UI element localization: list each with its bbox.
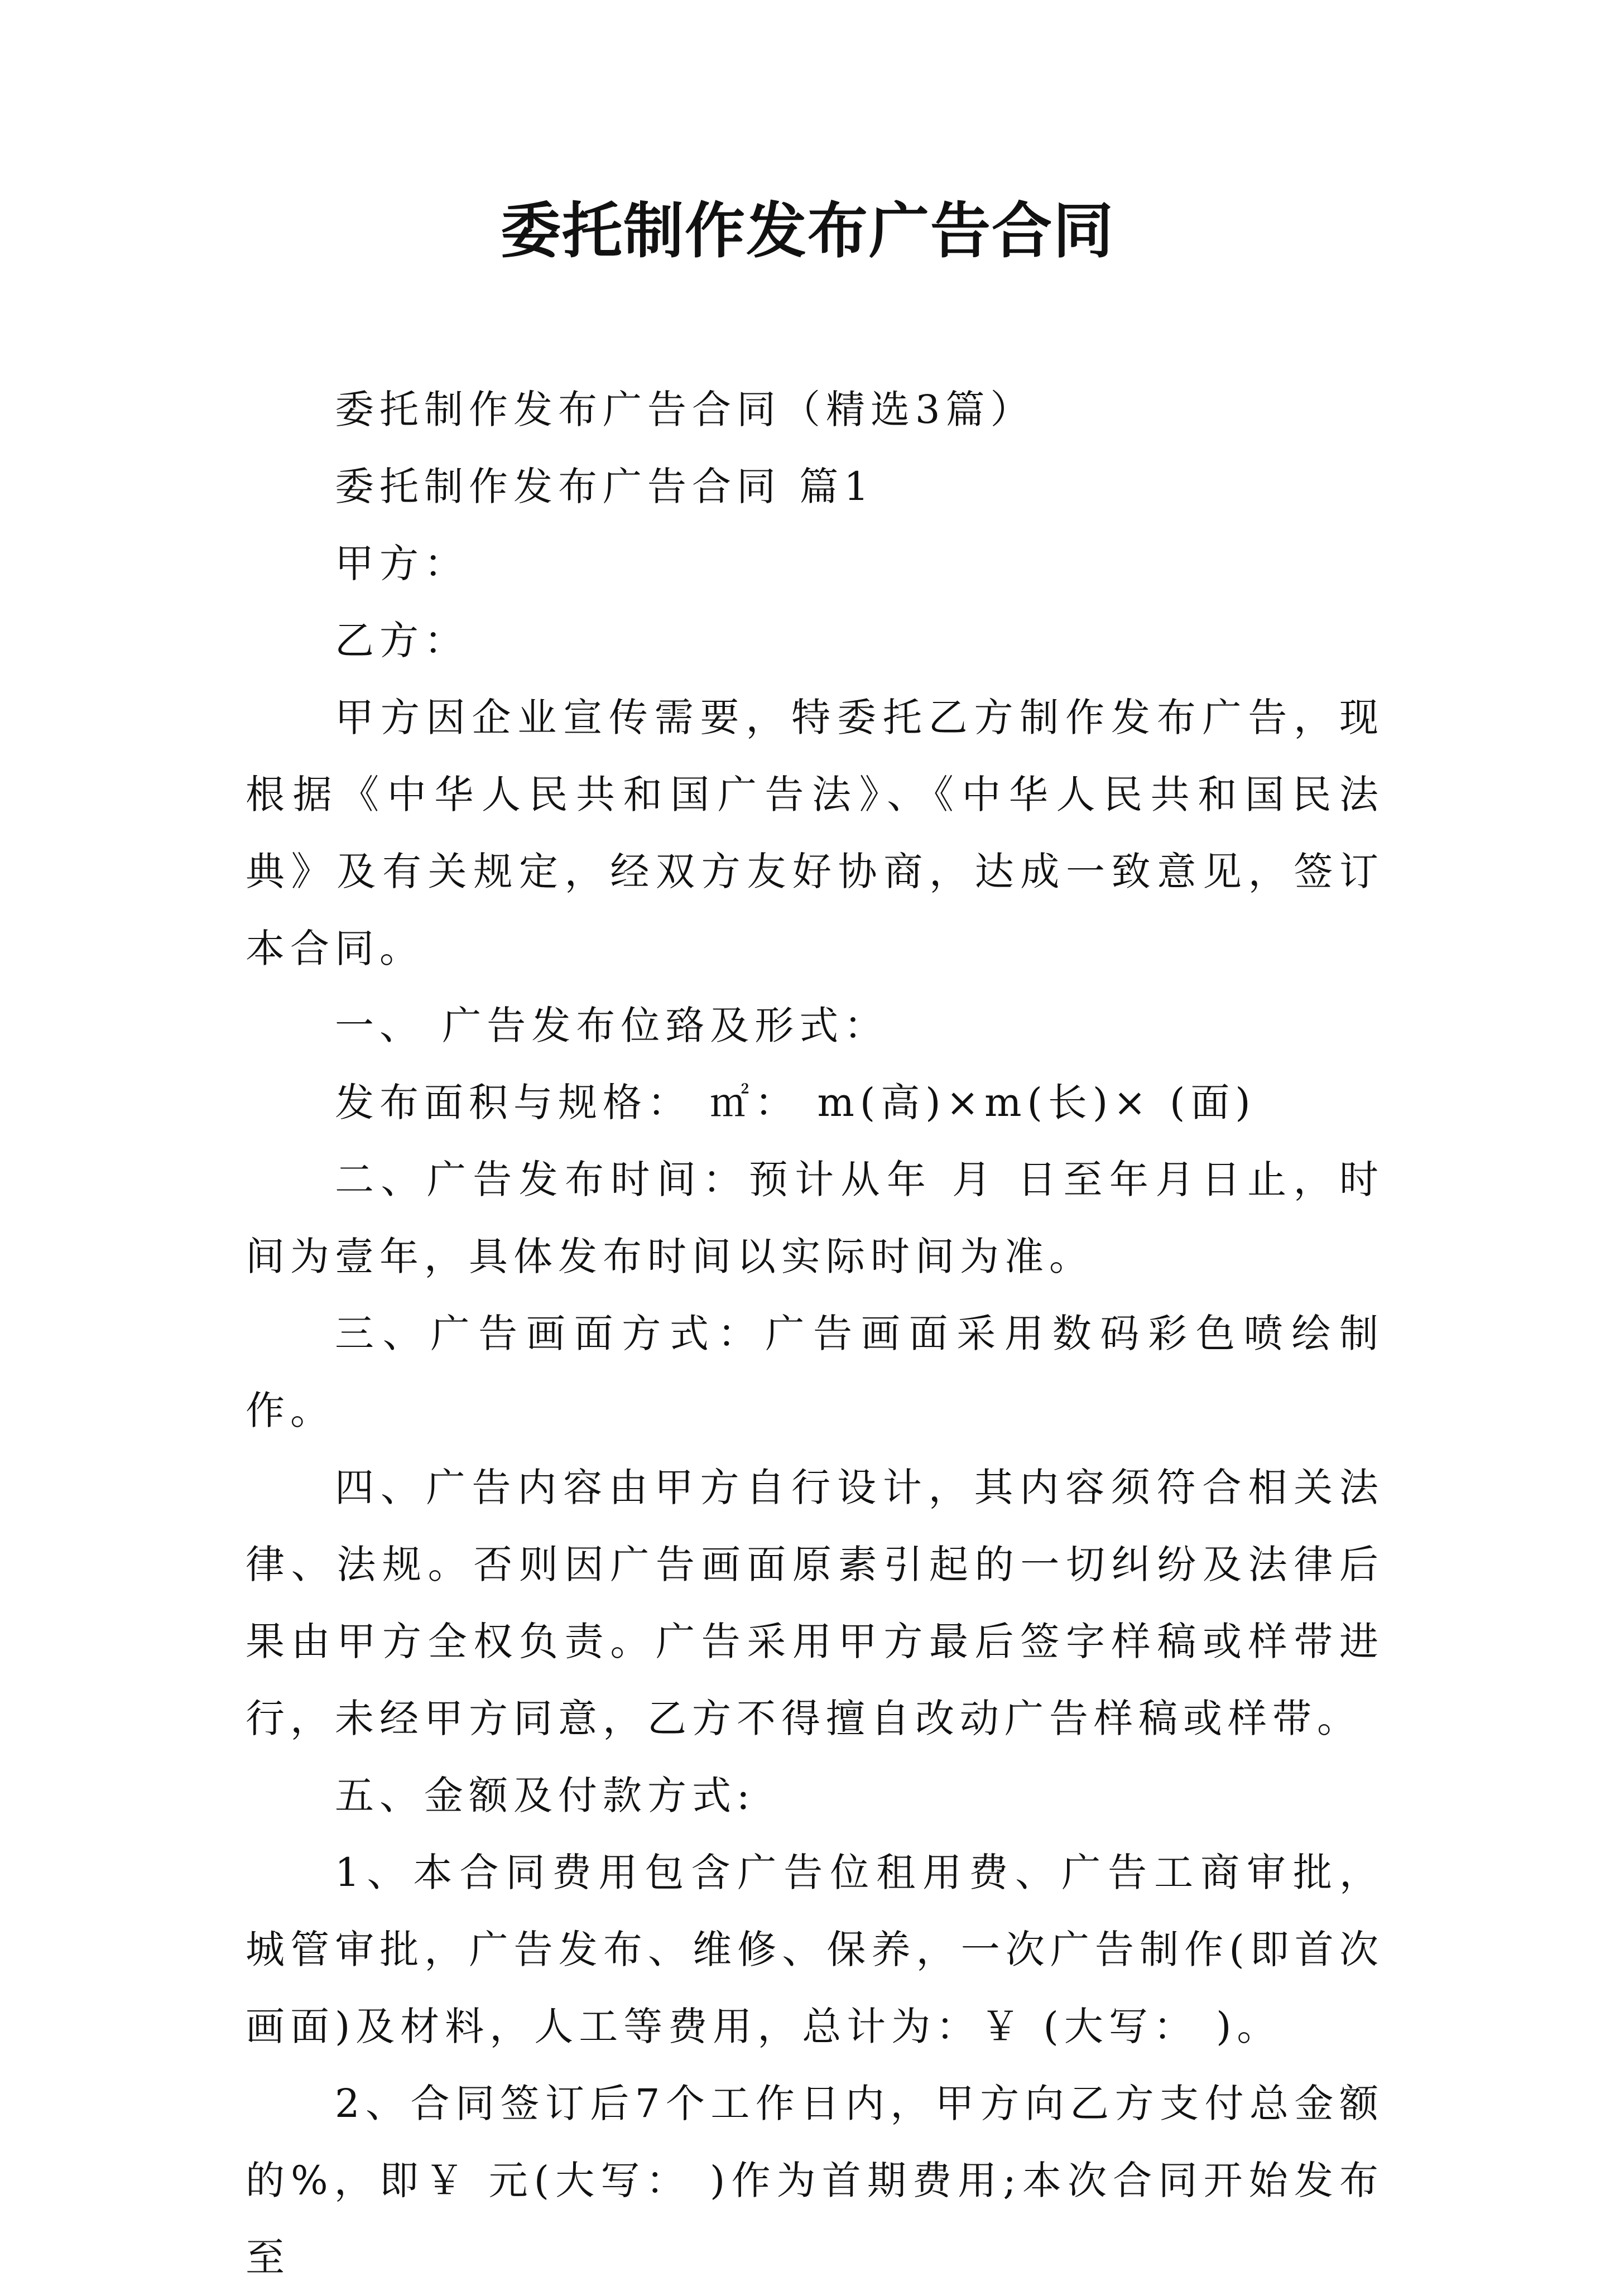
paragraph-party-a: 甲方： bbox=[335, 541, 469, 586]
paragraph-clause-5: 五、金额及付款方式: bbox=[335, 1773, 756, 1818]
paragraph-subtitle: 委托制作发布广告合同（精选3篇） bbox=[335, 387, 1035, 432]
paragraph-party-b: 乙方： bbox=[335, 618, 469, 663]
paragraph-clause-3: 三、广告画面方式：广告画面采用数码彩色喷绘制作。 bbox=[246, 1311, 1384, 1433]
paragraph-clause-1: 一、 广告发布位臵及形式： bbox=[335, 1003, 889, 1048]
paragraph-spec: 发布面积与规格： ㎡： m(高)×m(长)× (面) bbox=[335, 1080, 1256, 1125]
document-title: 委托制作发布广告合同 bbox=[500, 196, 1114, 266]
paragraph-section-heading: 委托制作发布广告合同 篇1 bbox=[335, 464, 874, 509]
paragraph-clause-2: 二、广告发布时间：预计从年 月 日至年月日止，时间为壹年，具体发布时间以实际时间为准。 bbox=[246, 1157, 1384, 1279]
paragraph-clause-4: 四、广告内容由甲方自行设计，其内容须符合相关法律、法规。否则因广告画面原素引起的一切纠纷及法律后果由甲方全权负责。广告采用甲方最后签字样稿或样带进行，未经甲方同意，乙方不得擅自改动广告样稿或样带。 bbox=[246, 1465, 1384, 1741]
paragraph-item-1: 1、本合同费用包含广告位租用费、广告工商审批，城管审批，广告发布、维修、保养，一次广告制作(即首次画面)及材料，人工等费用，总计为：￥ (大写： )。 bbox=[246, 1850, 1384, 2049]
paragraph-preamble: 甲方因企业宣传需要，特委托乙方制作发布广告，现根据《中华人民共和国广告法》、《中华人民共和国民法典》及有关规定，经双方友好协商，达成一致意见，签订本合同。 bbox=[246, 695, 1384, 971]
document-body bbox=[246, 371, 1384, 2296]
paragraph-item-2: 2、合同签订后7个工作日内，甲方向乙方支付总金额的%，即￥ 元(大写： )作为首期费用;本次合同开始发布至 bbox=[246, 2081, 1384, 2280]
